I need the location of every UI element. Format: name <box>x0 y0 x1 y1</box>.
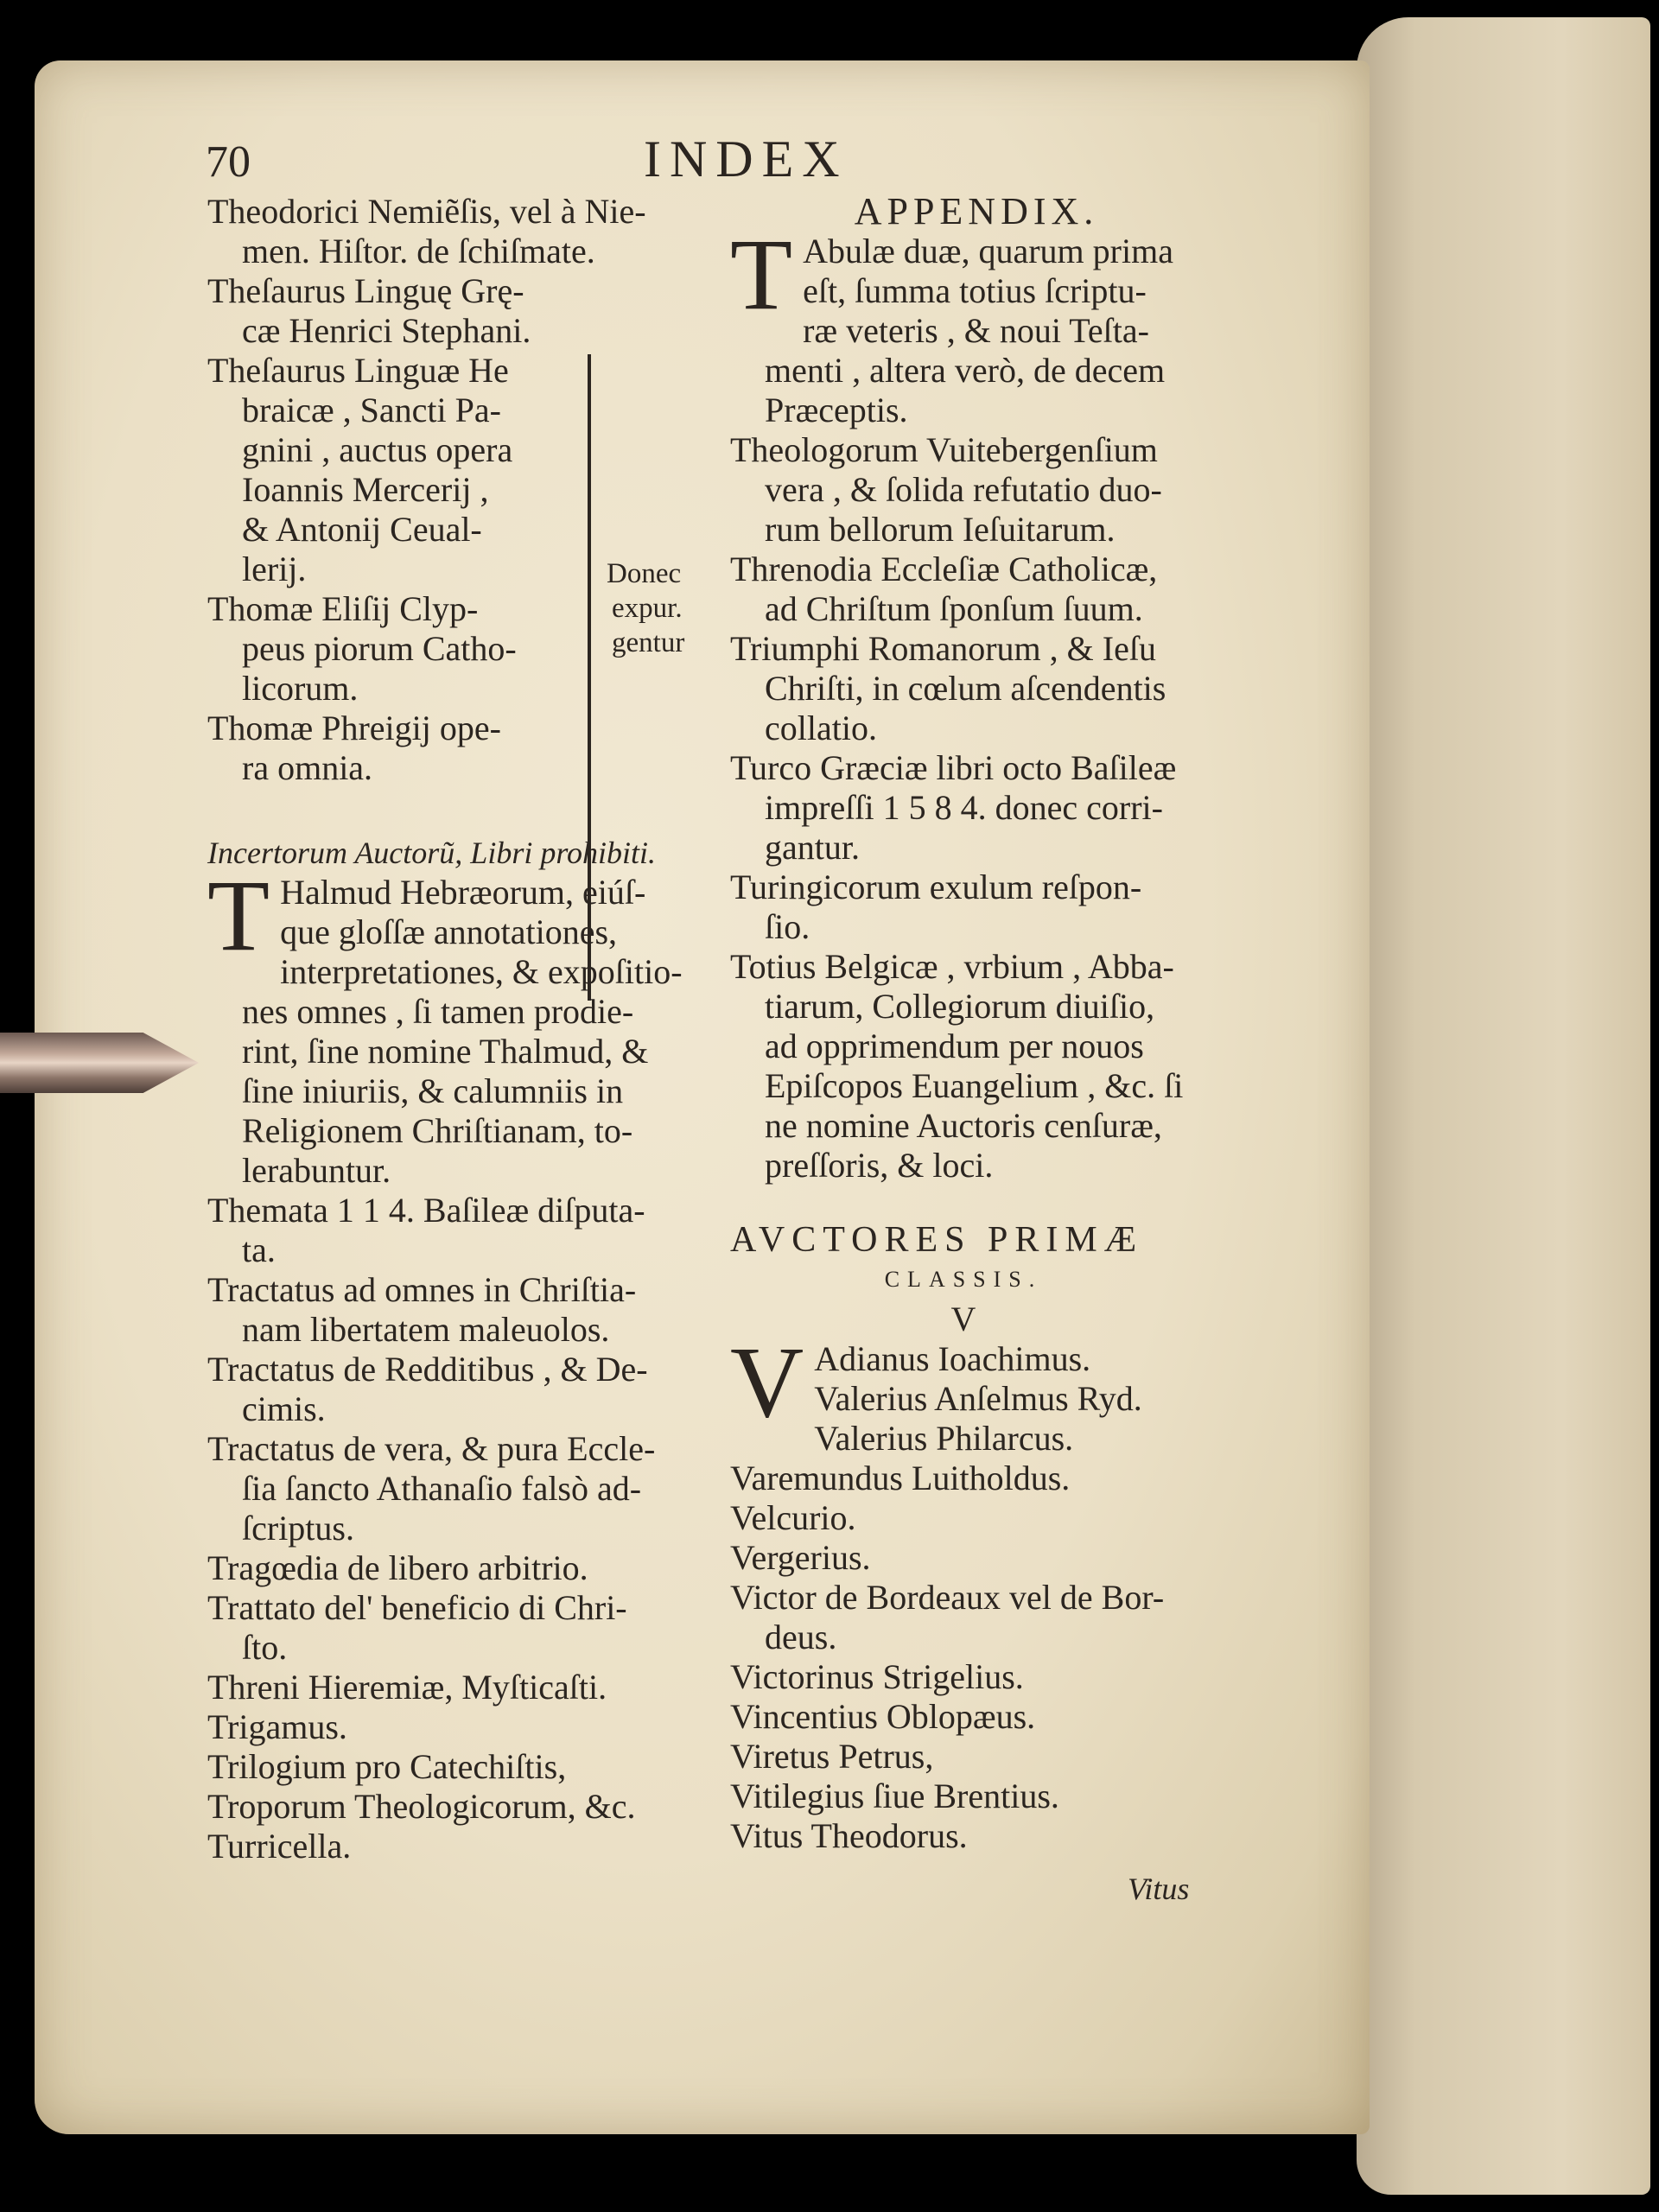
entry-line: rum bellorum Ieſuitarum. <box>765 510 1116 549</box>
entry-line: Valerius Philarcus. <box>814 1419 1074 1458</box>
note-line: Donec <box>607 558 682 589</box>
facing-page-edge <box>1357 17 1650 2195</box>
bracket-group <box>207 271 726 788</box>
entry-line: Præceptis. <box>765 391 908 429</box>
entry-line: Victorinus Strigelius. <box>730 1657 1024 1696</box>
entry-line: Halmud Hebræorum, eiúſ- <box>280 873 646 912</box>
index-entry <box>730 629 1249 748</box>
entry-line: menti , altera verò, de decem <box>765 351 1166 390</box>
entry-line: ta. <box>242 1230 276 1269</box>
index-entry <box>207 1191 726 1270</box>
entry-line: Thomæ Eliſij Clyp- <box>207 589 479 628</box>
index-entry <box>207 271 726 351</box>
letter-heading: V <box>950 1300 976 1338</box>
index-entry <box>207 1429 726 1548</box>
entry-line: Velcurio. <box>730 1498 856 1537</box>
index-entry <box>207 1707 726 1747</box>
entry-line: Epiſcopos Euangelium , &c. ſi <box>765 1066 1184 1105</box>
entry-line: Threnodia Eccleſiæ Catholicæ, <box>730 550 1158 588</box>
index-entry <box>730 1737 1249 1777</box>
entry-line: Tragœdia de libero arbitrio. <box>207 1548 588 1587</box>
entry-line: Turingicorum exulum reſpon- <box>730 868 1142 906</box>
tabulae-entry <box>730 218 1249 430</box>
entry-line: Triumphi Romanorum , & Ieſu <box>730 629 1156 668</box>
entry-line: Viretus Petrus, <box>730 1737 934 1776</box>
classis-heading: CLASSIS. <box>884 1267 1043 1292</box>
entry-line: gantur. <box>765 828 860 867</box>
index-entry <box>730 1459 1249 1498</box>
entry-line: tiarum, Collegiorum diuiſio, <box>765 987 1155 1026</box>
entry-line: Themata 1 1 4. Baſileæ diſputa- <box>207 1191 645 1230</box>
entry-line: men. Hiſtor. de ſchiſmate. <box>242 232 595 270</box>
index-entry <box>730 1816 1249 1856</box>
index-entry <box>207 1270 726 1350</box>
entry-line: ſia ſancto Athanaſio falsò ad- <box>242 1469 642 1508</box>
index-entry <box>207 192 726 271</box>
note-line: gentur <box>612 627 685 658</box>
curly-bracket <box>577 354 591 1001</box>
catchword: Vitus <box>1128 1872 1190 1906</box>
page-number: 70 <box>206 137 251 187</box>
entry-line: Chriſti, in cœlum aſcendentis <box>765 669 1166 708</box>
index-entry <box>207 1588 726 1668</box>
index-entry <box>730 430 1249 550</box>
entry-line: impreſſi 1 5 8 4. donec corri- <box>765 788 1163 827</box>
entry-line: cæ Henrici Stephani. <box>242 311 531 350</box>
entry-line: nes omnes , ſi tamen prodie- <box>242 992 634 1031</box>
entry-line: ad opprimendum per nouos <box>765 1027 1144 1065</box>
entry-line: gnini , auctus opera <box>242 430 513 469</box>
entry-line: Thomæ Phreigij ope- <box>207 709 501 747</box>
entry-line: preſſoris, & loci. <box>765 1146 994 1185</box>
entry-line: Theſaurus Linguę Grę- <box>207 271 524 310</box>
index-entry <box>207 1668 726 1707</box>
entry-line: Tractatus de vera, & pura Eccle- <box>207 1429 656 1468</box>
bracket-note <box>607 556 684 660</box>
drop-cap: T <box>207 859 270 972</box>
entry-line: Troporum Theologicorum, &c. <box>207 1787 636 1826</box>
index-entry <box>207 1747 726 1787</box>
entry-line: Religionem Chriſtianam, to- <box>242 1111 633 1150</box>
entry-line: Abulæ duæ, quarum prima <box>803 232 1173 270</box>
entry-line: ræ veteris , & noui Teſta- <box>803 311 1149 350</box>
entry-line: Varemundus Luitholdus. <box>730 1459 1071 1497</box>
drop-cap: V <box>730 1325 804 1439</box>
entry-line: nam libertatem maleuolos. <box>242 1310 610 1349</box>
entry-line: licorum. <box>242 669 359 708</box>
entry-line: rint, ſine nomine Thalmud, & <box>242 1032 649 1071</box>
entry-line: Ioannis Mercerij , <box>242 470 489 509</box>
appendix-heading: APPENDIX. <box>854 190 1099 232</box>
entry-line: Theſaurus Linguæ He <box>207 351 509 390</box>
entry-line: Totius Belgicæ , vrbium , Abba- <box>730 947 1174 986</box>
entry-line: deus. <box>765 1618 837 1656</box>
entry-line: Adianus Ioachimus. <box>814 1339 1091 1378</box>
entry-line: eſt, ſumma totius ſcriptu- <box>803 271 1147 310</box>
entry-line: que gloſſæ annotationes, <box>280 912 618 951</box>
entry-line: ad Chriſtum ſponſum ſuum. <box>765 589 1143 628</box>
index-entry <box>730 1777 1249 1816</box>
entry-line: Tractatus de Redditibus , & De- <box>207 1350 648 1389</box>
entry-line: ra omnia. <box>242 748 373 787</box>
drop-cap: T <box>730 218 793 331</box>
running-head: INDEX <box>644 130 849 188</box>
talmud-entry <box>207 859 726 1191</box>
entry-line: Vergerius. <box>730 1538 871 1577</box>
entry-line: Trigamus. <box>207 1707 347 1746</box>
entry-line: Turricella. <box>207 1827 352 1866</box>
entry-line: collatio. <box>765 709 877 747</box>
entry-line: Theologorum Vuitebergenſium <box>730 430 1158 469</box>
index-entry <box>730 1538 1249 1578</box>
note-line: expur. <box>612 593 683 624</box>
entry-line: Vitilegius ſiue Brentius. <box>730 1777 1059 1815</box>
entry-line: Turco Græciæ libri octo Baſileæ <box>730 748 1177 787</box>
index-entry <box>730 868 1249 947</box>
entry-line: Tractatus ad omnes in Chriſtia- <box>207 1270 637 1309</box>
entry-line: lerij. <box>242 550 307 588</box>
entry-line: Vincentius Oblopæus. <box>730 1697 1036 1736</box>
index-entry <box>730 1498 1249 1538</box>
right-column <box>730 192 1249 1856</box>
entry-line: ſio. <box>765 907 810 946</box>
entry-line: vera , & ſolida refutatio duo- <box>765 470 1162 509</box>
entry-line: cimis. <box>242 1389 326 1428</box>
entry-line: Threni Hieremiæ, Myſticaſti. <box>207 1668 607 1707</box>
entry-line: Victor de Bordeaux vel de Bor- <box>730 1578 1165 1617</box>
entry-line: lerabuntur. <box>242 1151 391 1190</box>
index-entry <box>730 1657 1249 1697</box>
entry-line: ſto. <box>242 1628 288 1667</box>
index-entry <box>730 1697 1249 1737</box>
left-column <box>207 192 726 1866</box>
entry-line: Valerius Anſelmus Ryd. <box>814 1379 1142 1418</box>
entry-line: ſine iniuriis, & calumniis in <box>242 1071 624 1110</box>
index-entry <box>207 1350 726 1429</box>
index-entry <box>730 550 1249 629</box>
entry-line: ſcriptus. <box>242 1509 354 1548</box>
index-entry <box>730 1578 1249 1657</box>
index-entry <box>730 748 1249 868</box>
entry-line: & Antonij Ceual- <box>242 510 482 549</box>
entry-line: braicæ , Sancti Pa- <box>242 391 501 429</box>
entry-line: peus piorum Catho- <box>242 629 517 668</box>
index-entry <box>207 1787 726 1827</box>
index-entry <box>207 709 726 788</box>
entry-line: interpretationes, & expoſitio- <box>280 952 683 991</box>
auctores-heading: AVCTORES PRIMÆ <box>730 1220 1144 1260</box>
index-entry <box>730 1419 1249 1459</box>
entry-line: Theodorici Nemiẽſis, vel à Nie- <box>207 192 646 231</box>
entry-body <box>207 952 726 1191</box>
entry-line: ne nomine Auctoris cenſuræ, <box>765 1106 1162 1145</box>
index-entry <box>207 351 726 589</box>
index-entry <box>207 1548 726 1588</box>
entry-line: Vitus Theodorus. <box>730 1816 968 1855</box>
entry-body <box>730 311 1249 430</box>
entry-line: Trattato del' beneficio di Chri- <box>207 1588 627 1627</box>
entry-line: Trilogium pro Catechiſtis, <box>207 1747 567 1786</box>
index-entry <box>730 947 1249 1185</box>
section-heading-incertorum: Incertorum Auctorũ, Libri prohibiti. <box>207 836 657 870</box>
index-entry <box>207 1827 726 1866</box>
